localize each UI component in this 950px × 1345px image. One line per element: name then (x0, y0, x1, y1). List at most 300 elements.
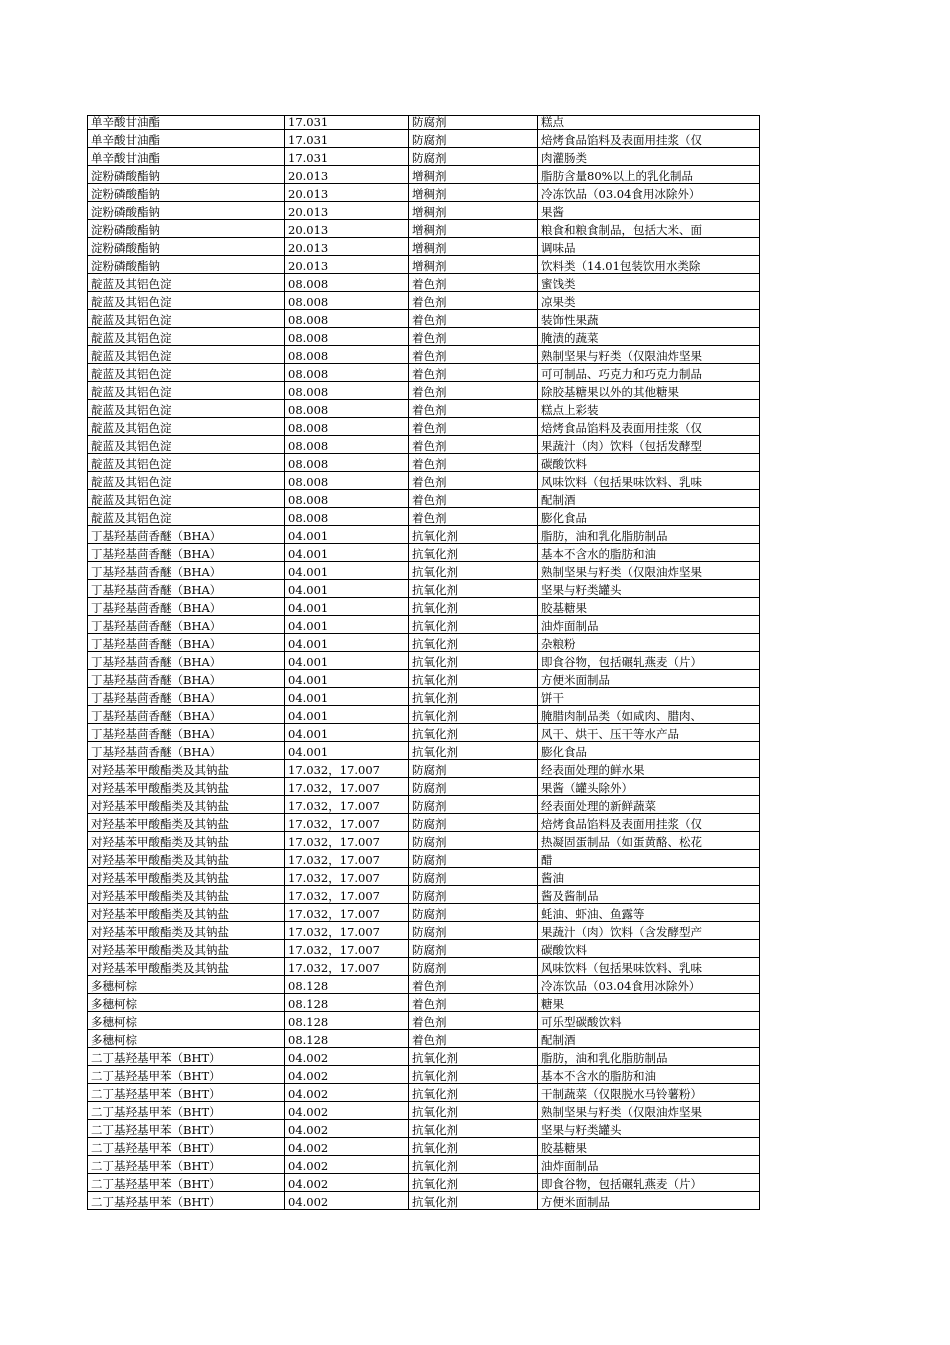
additive-name-cell: 丁基羟基茴香醚（BHA） (88, 598, 285, 616)
function-cell: 着色剂 (409, 508, 538, 526)
code-cell: 20.013 (285, 238, 409, 256)
table-body (88, 116, 760, 1210)
table-row (88, 418, 760, 436)
table-row (88, 850, 760, 868)
function-cell: 防腐剂 (409, 886, 538, 904)
function-cell: 增稠剂 (409, 256, 538, 274)
food-category-cell: 糖果 (538, 994, 760, 1012)
table-row (88, 148, 760, 166)
function-cell: 增稠剂 (409, 202, 538, 220)
table-row (88, 1102, 760, 1120)
food-category-cell: 热凝固蛋制品（如蛋黄酪、松花 (538, 832, 760, 850)
additive-name-cell: 对羟基苯甲酸酯类及其钠盐 (88, 886, 285, 904)
table-row (88, 922, 760, 940)
function-cell: 抗氧化剂 (409, 1048, 538, 1066)
code-cell: 04.001 (285, 652, 409, 670)
code-cell: 08.128 (285, 976, 409, 994)
function-cell: 抗氧化剂 (409, 670, 538, 688)
table-row (88, 814, 760, 832)
table-row (88, 274, 760, 292)
food-category-cell: 粮食和粮食制品，包括大米、面 (538, 220, 760, 238)
food-category-cell: 酱油 (538, 868, 760, 886)
code-cell: 04.001 (285, 670, 409, 688)
code-cell: 08.008 (285, 364, 409, 382)
table-row (88, 796, 760, 814)
additive-name-cell: 靛蓝及其铝色淀 (88, 418, 285, 436)
food-category-cell: 方便米面制品 (538, 670, 760, 688)
table-row (88, 544, 760, 562)
table-row (88, 238, 760, 256)
additive-name-cell: 丁基羟基茴香醚（BHA） (88, 652, 285, 670)
additive-name-cell: 靛蓝及其铝色淀 (88, 472, 285, 490)
additive-table (87, 115, 760, 1210)
code-cell: 04.001 (285, 634, 409, 652)
function-cell: 着色剂 (409, 364, 538, 382)
food-category-cell: 调味品 (538, 238, 760, 256)
function-cell: 抗氧化剂 (409, 598, 538, 616)
code-cell: 08.128 (285, 994, 409, 1012)
food-category-cell: 果蔬汁（肉）饮料（含发酵型产 (538, 922, 760, 940)
table-row (88, 184, 760, 202)
code-cell: 08.008 (285, 508, 409, 526)
code-cell: 04.002 (285, 1066, 409, 1084)
function-cell: 防腐剂 (409, 958, 538, 976)
table-row (88, 958, 760, 976)
table-row (88, 976, 760, 994)
table-row (88, 1174, 760, 1192)
function-cell: 抗氧化剂 (409, 652, 538, 670)
function-cell: 着色剂 (409, 274, 538, 292)
function-cell: 防腐剂 (409, 850, 538, 868)
code-cell: 17.032，17.007 (285, 778, 409, 796)
function-cell: 着色剂 (409, 976, 538, 994)
food-category-cell: 风干、烘干、压干等水产品 (538, 724, 760, 742)
code-cell: 08.128 (285, 1012, 409, 1030)
function-cell: 防腐剂 (409, 116, 538, 130)
table-row (88, 508, 760, 526)
table-row (88, 130, 760, 148)
code-cell: 08.008 (285, 292, 409, 310)
function-cell: 抗氧化剂 (409, 1174, 538, 1192)
table-row (88, 904, 760, 922)
additive-name-cell: 二丁基羟基甲苯（BHT） (88, 1138, 285, 1156)
code-cell: 08.008 (285, 382, 409, 400)
table-row (88, 598, 760, 616)
food-category-cell: 干制蔬菜（仅限脱水马铃薯粉） (538, 1084, 760, 1102)
table-row (88, 670, 760, 688)
additive-name-cell: 二丁基羟基甲苯（BHT） (88, 1084, 285, 1102)
table-row (88, 868, 760, 886)
food-category-cell: 熟制坚果与籽类（仅限油炸坚果 (538, 1102, 760, 1120)
function-cell: 着色剂 (409, 436, 538, 454)
code-cell: 17.031 (285, 148, 409, 166)
code-cell: 17.031 (285, 130, 409, 148)
food-category-cell: 肉灌肠类 (538, 148, 760, 166)
additive-name-cell: 二丁基羟基甲苯（BHT） (88, 1066, 285, 1084)
additive-name-cell: 丁基羟基茴香醚（BHA） (88, 526, 285, 544)
function-cell: 抗氧化剂 (409, 1066, 538, 1084)
food-category-cell: 油炸面制品 (538, 1156, 760, 1174)
food-category-cell: 腌渍的蔬菜 (538, 328, 760, 346)
table-row (88, 1138, 760, 1156)
code-cell: 04.001 (285, 526, 409, 544)
code-cell: 04.002 (285, 1084, 409, 1102)
code-cell: 17.032，17.007 (285, 958, 409, 976)
code-cell: 08.008 (285, 310, 409, 328)
function-cell: 抗氧化剂 (409, 724, 538, 742)
food-category-cell: 经表面处理的新鲜蔬菜 (538, 796, 760, 814)
food-category-cell: 冷冻饮品（03.04食用冰除外） (538, 184, 760, 202)
table-row (88, 292, 760, 310)
food-category-cell: 糕点 (538, 116, 760, 130)
table-row (88, 634, 760, 652)
code-cell: 04.001 (285, 706, 409, 724)
food-category-cell: 熟制坚果与籽类（仅限油炸坚果 (538, 562, 760, 580)
function-cell: 防腐剂 (409, 760, 538, 778)
additive-name-cell: 对羟基苯甲酸酯类及其钠盐 (88, 868, 285, 886)
code-cell: 08.008 (285, 472, 409, 490)
function-cell: 增稠剂 (409, 184, 538, 202)
table-row (88, 1192, 760, 1210)
code-cell: 20.013 (285, 256, 409, 274)
function-cell: 抗氧化剂 (409, 634, 538, 652)
additive-name-cell: 多穗柯棕 (88, 1012, 285, 1030)
table-row (88, 994, 760, 1012)
additive-name-cell: 二丁基羟基甲苯（BHT） (88, 1102, 285, 1120)
additive-name-cell: 对羟基苯甲酸酯类及其钠盐 (88, 850, 285, 868)
table-row (88, 454, 760, 472)
food-category-cell: 凉果类 (538, 292, 760, 310)
additive-name-cell: 靛蓝及其铝色淀 (88, 292, 285, 310)
food-category-cell: 油炸面制品 (538, 616, 760, 634)
function-cell: 防腐剂 (409, 778, 538, 796)
function-cell: 防腐剂 (409, 148, 538, 166)
function-cell: 着色剂 (409, 994, 538, 1012)
code-cell: 04.002 (285, 1156, 409, 1174)
additive-name-cell: 丁基羟基茴香醚（BHA） (88, 706, 285, 724)
additive-name-cell: 二丁基羟基甲苯（BHT） (88, 1156, 285, 1174)
additive-name-cell: 丁基羟基茴香醚（BHA） (88, 742, 285, 760)
table-row (88, 310, 760, 328)
function-cell: 着色剂 (409, 328, 538, 346)
additive-name-cell: 对羟基苯甲酸酯类及其钠盐 (88, 832, 285, 850)
table-row (88, 1156, 760, 1174)
table-row (88, 616, 760, 634)
food-category-cell: 糕点上彩装 (538, 400, 760, 418)
food-category-cell: 即食谷物，包括碾轧燕麦（片） (538, 1174, 760, 1192)
additive-name-cell: 二丁基羟基甲苯（BHT） (88, 1174, 285, 1192)
additive-name-cell: 靛蓝及其铝色淀 (88, 400, 285, 418)
food-category-cell: 碳酸饮料 (538, 454, 760, 472)
code-cell: 08.128 (285, 1030, 409, 1048)
additive-name-cell: 对羟基苯甲酸酯类及其钠盐 (88, 904, 285, 922)
food-category-cell: 配制酒 (538, 1030, 760, 1048)
food-category-cell: 可乐型碳酸饮料 (538, 1012, 760, 1030)
function-cell: 抗氧化剂 (409, 562, 538, 580)
function-cell: 着色剂 (409, 454, 538, 472)
code-cell: 08.008 (285, 328, 409, 346)
code-cell: 04.002 (285, 1120, 409, 1138)
food-category-cell: 膨化食品 (538, 508, 760, 526)
code-cell: 04.002 (285, 1174, 409, 1192)
additive-name-cell: 靛蓝及其铝色淀 (88, 364, 285, 382)
additive-name-cell: 淀粉磷酸酯钠 (88, 166, 285, 184)
food-category-cell: 蚝油、虾油、鱼露等 (538, 904, 760, 922)
additive-name-cell: 对羟基苯甲酸酯类及其钠盐 (88, 940, 285, 958)
additive-name-cell: 淀粉磷酸酯钠 (88, 220, 285, 238)
code-cell: 17.032，17.007 (285, 814, 409, 832)
function-cell: 着色剂 (409, 310, 538, 328)
food-category-cell: 风味饮料（包括果味饮料、乳味 (538, 472, 760, 490)
additive-name-cell: 丁基羟基茴香醚（BHA） (88, 688, 285, 706)
additive-name-cell: 靛蓝及其铝色淀 (88, 436, 285, 454)
function-cell: 防腐剂 (409, 796, 538, 814)
food-category-cell: 杂粮粉 (538, 634, 760, 652)
table-row (88, 562, 760, 580)
table-row (88, 652, 760, 670)
additive-name-cell: 靛蓝及其铝色淀 (88, 310, 285, 328)
additive-name-cell: 丁基羟基茴香醚（BHA） (88, 562, 285, 580)
food-category-cell: 经表面处理的鲜水果 (538, 760, 760, 778)
function-cell: 着色剂 (409, 1012, 538, 1030)
table-row (88, 328, 760, 346)
additive-name-cell: 对羟基苯甲酸酯类及其钠盐 (88, 958, 285, 976)
additive-name-cell: 对羟基苯甲酸酯类及其钠盐 (88, 814, 285, 832)
table-row (88, 580, 760, 598)
function-cell: 防腐剂 (409, 832, 538, 850)
table-row (88, 472, 760, 490)
table-row (88, 256, 760, 274)
food-category-cell: 脂肪，油和乳化脂肪制品 (538, 1048, 760, 1066)
food-category-cell: 果蔬汁（肉）饮料（包括发酵型 (538, 436, 760, 454)
food-category-cell: 腌腊肉制品类（如咸肉、腊肉、 (538, 706, 760, 724)
additive-name-cell: 多穗柯棕 (88, 976, 285, 994)
additive-name-cell: 二丁基羟基甲苯（BHT） (88, 1192, 285, 1210)
code-cell: 04.002 (285, 1138, 409, 1156)
additive-name-cell: 二丁基羟基甲苯（BHT） (88, 1120, 285, 1138)
function-cell: 防腐剂 (409, 904, 538, 922)
additive-name-cell: 淀粉磷酸酯钠 (88, 202, 285, 220)
code-cell: 04.001 (285, 580, 409, 598)
additive-name-cell: 对羟基苯甲酸酯类及其钠盐 (88, 796, 285, 814)
food-category-cell: 装饰性果蔬 (538, 310, 760, 328)
additive-name-cell: 丁基羟基茴香醚（BHA） (88, 634, 285, 652)
code-cell: 20.013 (285, 166, 409, 184)
code-cell: 04.001 (285, 742, 409, 760)
code-cell: 04.001 (285, 598, 409, 616)
code-cell: 04.001 (285, 544, 409, 562)
food-category-cell: 酱及酱制品 (538, 886, 760, 904)
function-cell: 防腐剂 (409, 814, 538, 832)
function-cell: 抗氧化剂 (409, 526, 538, 544)
code-cell: 04.001 (285, 562, 409, 580)
food-category-cell: 可可制品、巧克力和巧克力制品 (538, 364, 760, 382)
food-category-cell: 焙烤食品馅料及表面用挂浆（仅 (538, 130, 760, 148)
food-category-cell: 醋 (538, 850, 760, 868)
additive-name-cell: 多穗柯棕 (88, 994, 285, 1012)
food-category-cell: 风味饮料（包括果味饮料、乳味 (538, 958, 760, 976)
code-cell: 17.032，17.007 (285, 850, 409, 868)
code-cell: 08.008 (285, 346, 409, 364)
additive-name-cell: 淀粉磷酸酯钠 (88, 184, 285, 202)
function-cell: 着色剂 (409, 400, 538, 418)
additive-name-cell: 丁基羟基茴香醚（BHA） (88, 670, 285, 688)
food-category-cell: 即食谷物，包括碾轧燕麦（片） (538, 652, 760, 670)
code-cell: 17.032，17.007 (285, 940, 409, 958)
function-cell: 抗氧化剂 (409, 580, 538, 598)
function-cell: 抗氧化剂 (409, 1138, 538, 1156)
table-row (88, 832, 760, 850)
additive-name-cell: 丁基羟基茴香醚（BHA） (88, 544, 285, 562)
table-row (88, 490, 760, 508)
table-row (88, 1012, 760, 1030)
code-cell: 08.008 (285, 436, 409, 454)
function-cell: 着色剂 (409, 292, 538, 310)
function-cell: 抗氧化剂 (409, 1120, 538, 1138)
additive-name-cell: 对羟基苯甲酸酯类及其钠盐 (88, 922, 285, 940)
table-row (88, 400, 760, 418)
function-cell: 着色剂 (409, 472, 538, 490)
additive-name-cell: 多穗柯棕 (88, 1030, 285, 1048)
function-cell: 防腐剂 (409, 940, 538, 958)
food-category-cell: 除胶基糖果以外的其他糖果 (538, 382, 760, 400)
table-row (88, 346, 760, 364)
code-cell: 08.008 (285, 418, 409, 436)
code-cell: 08.008 (285, 490, 409, 508)
table-row (88, 886, 760, 904)
additive-name-cell: 单辛酸甘油酯 (88, 148, 285, 166)
additive-name-cell: 淀粉磷酸酯钠 (88, 238, 285, 256)
function-cell: 抗氧化剂 (409, 1084, 538, 1102)
additive-name-cell: 丁基羟基茴香醚（BHA） (88, 724, 285, 742)
food-category-cell: 熟制坚果与籽类（仅限油炸坚果 (538, 346, 760, 364)
code-cell: 17.032，17.007 (285, 832, 409, 850)
function-cell: 抗氧化剂 (409, 742, 538, 760)
code-cell: 17.031 (285, 116, 409, 130)
table-row (88, 526, 760, 544)
code-cell: 04.002 (285, 1102, 409, 1120)
code-cell: 17.032，17.007 (285, 760, 409, 778)
function-cell: 增稠剂 (409, 238, 538, 256)
code-cell: 17.032，17.007 (285, 886, 409, 904)
code-cell: 17.032，17.007 (285, 796, 409, 814)
food-category-cell: 基本不含水的脂肪和油 (538, 1066, 760, 1084)
food-category-cell: 焙烤食品馅料及表面用挂浆（仅 (538, 814, 760, 832)
code-cell: 20.013 (285, 220, 409, 238)
food-category-cell: 焙烤食品馅料及表面用挂浆（仅 (538, 418, 760, 436)
function-cell: 防腐剂 (409, 922, 538, 940)
food-category-cell: 胶基糖果 (538, 598, 760, 616)
function-cell: 抗氧化剂 (409, 706, 538, 724)
food-category-cell: 冷冻饮品（03.04食用冰除外） (538, 976, 760, 994)
additive-name-cell: 丁基羟基茴香醚（BHA） (88, 580, 285, 598)
additive-name-cell: 靛蓝及其铝色淀 (88, 328, 285, 346)
table-row (88, 742, 760, 760)
code-cell: 04.002 (285, 1192, 409, 1210)
food-category-cell: 坚果与籽类罐头 (538, 1120, 760, 1138)
function-cell: 着色剂 (409, 346, 538, 364)
table-row (88, 364, 760, 382)
food-category-cell: 基本不含水的脂肪和油 (538, 544, 760, 562)
function-cell: 防腐剂 (409, 130, 538, 148)
function-cell: 增稠剂 (409, 220, 538, 238)
food-category-cell: 饮料类（14.01包装饮用水类除 (538, 256, 760, 274)
food-category-cell: 蜜饯类 (538, 274, 760, 292)
food-category-cell: 方便米面制品 (538, 1192, 760, 1210)
additive-name-cell: 对羟基苯甲酸酯类及其钠盐 (88, 760, 285, 778)
code-cell: 04.001 (285, 724, 409, 742)
function-cell: 着色剂 (409, 382, 538, 400)
additive-name-cell: 二丁基羟基甲苯（BHT） (88, 1048, 285, 1066)
food-category-cell: 果酱（罐头除外） (538, 778, 760, 796)
table-row (88, 1084, 760, 1102)
additive-name-cell: 单辛酸甘油酯 (88, 130, 285, 148)
table-row (88, 706, 760, 724)
function-cell: 防腐剂 (409, 868, 538, 886)
code-cell: 08.008 (285, 454, 409, 472)
table-row (88, 1120, 760, 1138)
additive-name-cell: 淀粉磷酸酯钠 (88, 256, 285, 274)
additive-name-cell: 丁基羟基茴香醚（BHA） (88, 616, 285, 634)
additive-name-cell: 靛蓝及其铝色淀 (88, 490, 285, 508)
food-category-cell: 饼干 (538, 688, 760, 706)
table-row (88, 116, 760, 130)
code-cell: 17.032，17.007 (285, 922, 409, 940)
additive-name-cell: 单辛酸甘油酯 (88, 116, 285, 130)
table-row (88, 382, 760, 400)
additive-name-cell: 靛蓝及其铝色淀 (88, 454, 285, 472)
table-row (88, 1030, 760, 1048)
function-cell: 着色剂 (409, 418, 538, 436)
table-row (88, 166, 760, 184)
food-category-cell: 膨化食品 (538, 742, 760, 760)
table-row (88, 760, 760, 778)
code-cell: 17.032，17.007 (285, 904, 409, 922)
function-cell: 着色剂 (409, 1030, 538, 1048)
table-row (88, 1048, 760, 1066)
food-category-cell: 脂肪含量80%以上的乳化制品 (538, 166, 760, 184)
table-row (88, 724, 760, 742)
table-row (88, 778, 760, 796)
code-cell: 04.001 (285, 688, 409, 706)
code-cell: 08.008 (285, 274, 409, 292)
function-cell: 抗氧化剂 (409, 688, 538, 706)
function-cell: 着色剂 (409, 490, 538, 508)
function-cell: 抗氧化剂 (409, 1156, 538, 1174)
additive-name-cell: 靛蓝及其铝色淀 (88, 346, 285, 364)
additive-name-cell: 靛蓝及其铝色淀 (88, 382, 285, 400)
additive-name-cell: 靛蓝及其铝色淀 (88, 274, 285, 292)
code-cell: 08.008 (285, 400, 409, 418)
code-cell: 04.001 (285, 616, 409, 634)
food-category-cell: 碳酸饮料 (538, 940, 760, 958)
code-cell: 17.032，17.007 (285, 868, 409, 886)
function-cell: 抗氧化剂 (409, 544, 538, 562)
table-row (88, 436, 760, 454)
food-category-cell: 脂肪，油和乳化脂肪制品 (538, 526, 760, 544)
function-cell: 抗氧化剂 (409, 1192, 538, 1210)
function-cell: 增稠剂 (409, 166, 538, 184)
food-category-cell: 坚果与籽类罐头 (538, 580, 760, 598)
food-category-cell: 果酱 (538, 202, 760, 220)
code-cell: 20.013 (285, 202, 409, 220)
code-cell: 20.013 (285, 184, 409, 202)
function-cell: 抗氧化剂 (409, 1102, 538, 1120)
additive-name-cell: 靛蓝及其铝色淀 (88, 508, 285, 526)
food-category-cell: 胶基糖果 (538, 1138, 760, 1156)
table-row (88, 202, 760, 220)
code-cell: 04.002 (285, 1048, 409, 1066)
